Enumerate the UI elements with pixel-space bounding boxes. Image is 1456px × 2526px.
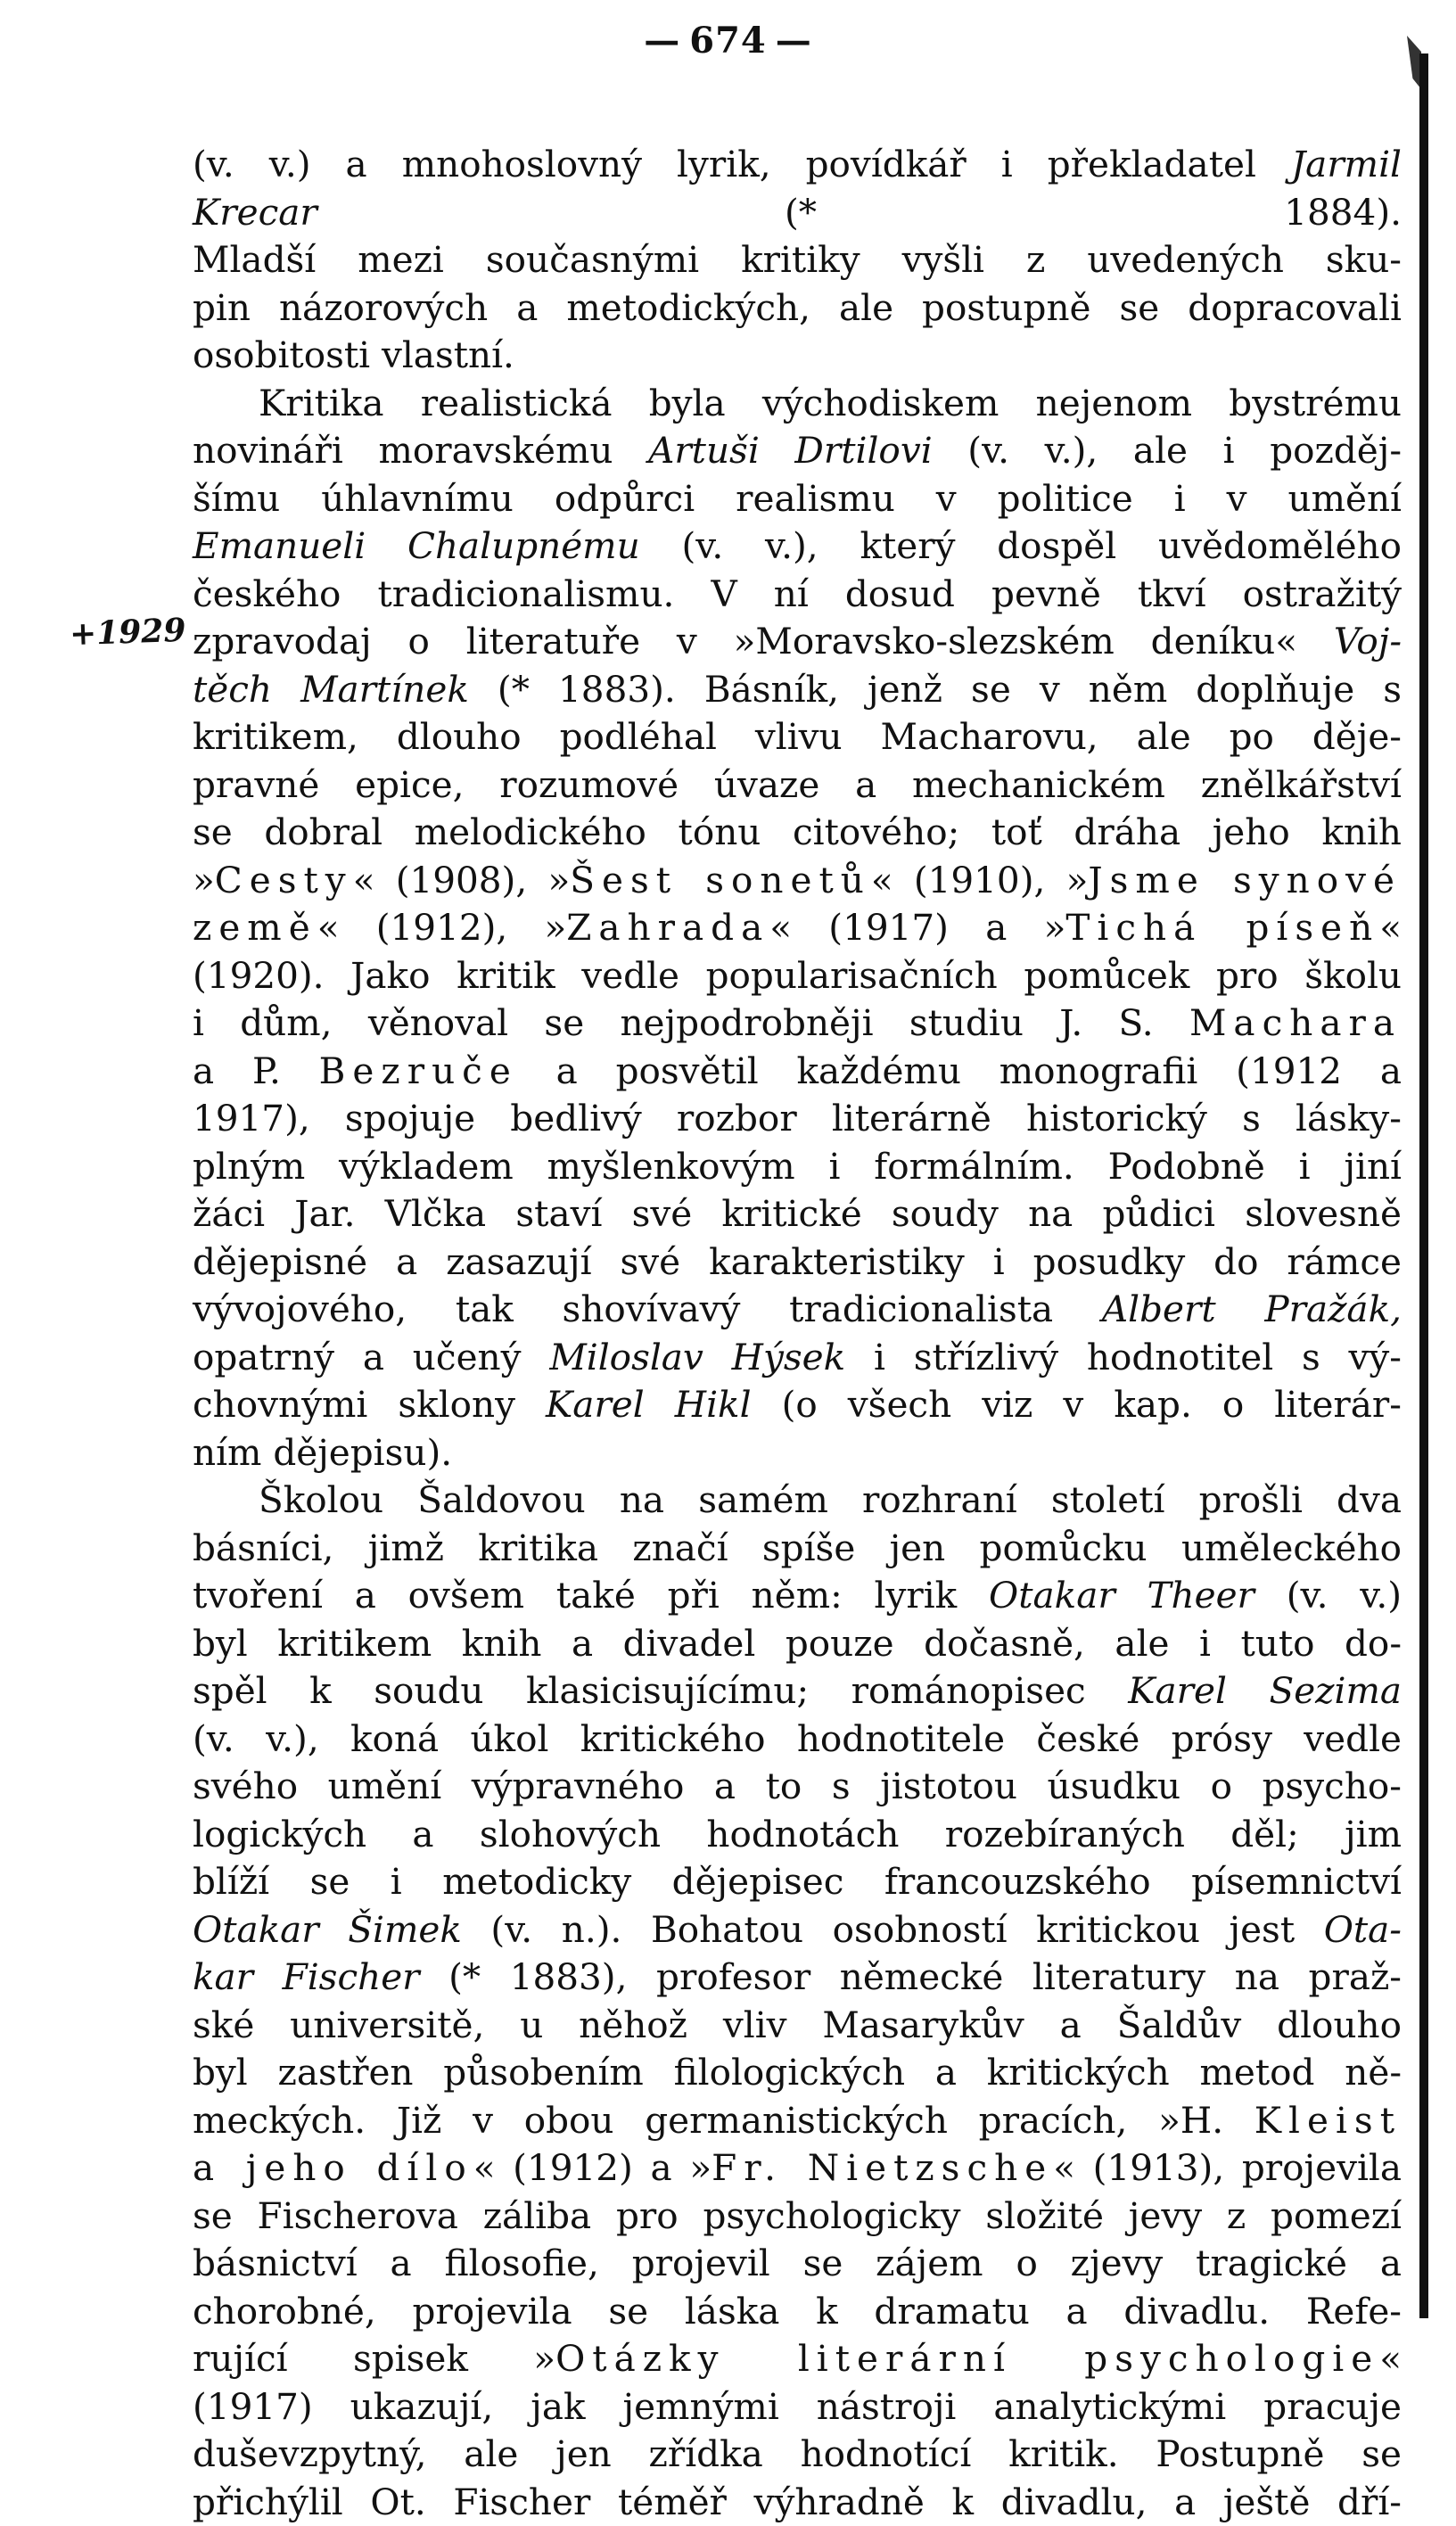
text-run: (v. v.) (1254, 1574, 1402, 1617)
spaced-title: a jeho dílo (193, 2146, 473, 2189)
text-run: (* 1883), profesor německé literatury na praž- (420, 1955, 1402, 1998)
page-edge-shadow (1419, 53, 1428, 2318)
text-run: rující spisek » (193, 2337, 555, 2380)
text-run: (v. v.), který dospěl uvědomělého (640, 524, 1402, 567)
text-line (193, 857, 1402, 905)
text-line (193, 1716, 1402, 1764)
text-run: i dům, věnoval se nejpodrobněji studiu J. S. (193, 1001, 1189, 1044)
text-line (193, 1525, 1402, 1573)
text-run: českého tradicionalismu. V ní dosud pevně tkví ostražitý (193, 572, 1402, 615)
page-number (0, 20, 1456, 62)
text-line (193, 2479, 1402, 2526)
text-line (193, 475, 1402, 523)
text-run: byl kritikem knih a divadel pouze dočasně, ale i tuto do- (193, 1622, 1402, 1665)
italic-name: kar Fischer (193, 1955, 420, 1998)
text-line (193, 1620, 1402, 1668)
text-run: (v. n.). Bohatou osobností kritickou jest (462, 1908, 1324, 1951)
text-line (193, 284, 1402, 333)
text-line (193, 1763, 1402, 1811)
italic-name: Ota- (1324, 1908, 1402, 1951)
text-run: a P. (193, 1049, 319, 1092)
text-run: « (1917) a » (769, 906, 1065, 949)
text-line (193, 1143, 1402, 1191)
text-run: a posvětil každému monografii (1912 a (518, 1049, 1402, 1092)
text-line (193, 1000, 1402, 1048)
text-run: (v. v.) a mnohoslovný lyrik, povídkář i překladatel (193, 143, 1291, 185)
text-run: Kritika realistická byla východiskem nejenom bystrému (259, 382, 1402, 424)
text-run: tvoření a ovšem také při něm: lyrik (193, 1574, 989, 1617)
text-line (193, 1572, 1402, 1620)
text-line (193, 2002, 1402, 2050)
text-run: žáci Jar. Vlčka staví své kritické soudy na půdici slovesně (193, 1192, 1402, 1235)
text-run: osobitosti vlastní. (193, 333, 514, 376)
text-line (193, 1954, 1402, 2002)
text-line (193, 236, 1402, 284)
text-run: se Fischerova záliba pro psychologicky složité jevy z pomezí (193, 2194, 1402, 2237)
text-run: (o všech viz v kap. o literár- (752, 1383, 1402, 1426)
text-line (193, 2288, 1402, 2336)
text-line (193, 2240, 1402, 2288)
text-line (193, 1429, 1402, 1477)
text-run: « (1379, 906, 1402, 949)
text-run: logických a slohových hodnotách rozebíraných děl; jim (193, 1813, 1402, 1855)
italic-name: Albert Pražák, (1102, 1288, 1402, 1330)
text-line (193, 2193, 1402, 2241)
spaced-title: Cesty (215, 859, 353, 901)
italic-name: Voj- (1334, 620, 1402, 662)
text-line (193, 141, 1402, 189)
text-line (193, 2431, 1402, 2479)
italic-name: Karel Sezima (1128, 1669, 1402, 1712)
text-line (193, 1906, 1402, 1954)
text-line (193, 1334, 1402, 1382)
text-run: pin názorových a metodických, ale postupně se dopracovali (193, 286, 1402, 329)
text-run: Školou Šaldovou na samém rozhraní století prošli dva (259, 1478, 1402, 1521)
text-run: meckých. Již v obou germanistických pracích, »H. (193, 2099, 1254, 2142)
spaced-title: Fr. Nietzsche (712, 2146, 1053, 2189)
italic-name: Miloslav Hýsek (549, 1336, 845, 1378)
text-run: vývojového, tak shovívavý tradicionalista (193, 1288, 1102, 1330)
text-line (193, 666, 1402, 714)
text-run: se dobral melodického tónu citového; toť dráha jeho knih (193, 810, 1402, 853)
body-text (193, 141, 1402, 2526)
text-run: duševzpytný, ale jen zřídka hodnotící kritik. Postupně se (193, 2432, 1402, 2475)
text-line (193, 427, 1402, 475)
text-line (193, 1238, 1402, 1287)
spaced-title: Bezruče (319, 1049, 518, 1092)
text-run: pravné epice, rozumové úvaze a mechanickém znělkářství (193, 763, 1402, 806)
text-line (193, 2144, 1402, 2193)
text-run: dějepisné a zasazují své karakteristiky i posudky do rámce (193, 1240, 1402, 1283)
text-line (193, 1381, 1402, 1429)
spaced-title: Šest sonetů (570, 859, 871, 901)
text-run: kritikem, dlouho podléhal vlivu Macharovu, ale po děje- (193, 715, 1402, 758)
text-line (193, 2383, 1402, 2431)
italic-name: Karel Hikl (546, 1383, 751, 1426)
text-run: novináři moravskému (193, 429, 648, 472)
text-run: « (1379, 2337, 1402, 2380)
text-line (193, 189, 1402, 237)
spaced-title: Jsme synové (1088, 859, 1402, 901)
spaced-title: Zahrada (566, 906, 769, 949)
text-line (193, 1190, 1402, 1238)
text-line (193, 2097, 1402, 2145)
spaced-title: Tichá píseň (1065, 906, 1379, 949)
text-run: « (1912), » (317, 906, 567, 949)
text-run: básnictví a filosofie, projevil se zájem o zjevy tragické a (193, 2242, 1402, 2284)
spaced-title: země (193, 906, 317, 949)
italic-name: těch Martínek (193, 668, 469, 711)
text-run: přichýlil Ot. Fischer téměř výhradně k divadlu, a ještě dří- (193, 2481, 1402, 2523)
handwritten-margin-note: +1929 (69, 612, 186, 654)
text-line (193, 332, 1402, 380)
text-line (193, 1048, 1402, 1096)
italic-name: Krecar (193, 191, 317, 234)
text-line (193, 713, 1402, 761)
text-run: svého umění výpravného a to s jistotou úsudku o psycho- (193, 1765, 1402, 1807)
text-run: (1920). Jako kritik vedle popularisačních pomůcek pro školu (193, 954, 1402, 997)
spaced-title: Machara (1189, 1001, 1402, 1044)
text-line (193, 952, 1402, 1000)
text-line (193, 2335, 1402, 2383)
text-run: 1917), spojuje bedlivý rozbor literárně historický s lásky- (193, 1097, 1402, 1140)
text-run: chovnými sklony (193, 1383, 546, 1426)
text-run: ské universitě, u něhož vliv Masarykův a Šaldův dlouho (193, 2004, 1402, 2046)
text-line (193, 1811, 1402, 1859)
text-line (193, 809, 1402, 857)
text-run: (* 1884). (317, 191, 1402, 234)
text-run: blíží se i metodicky dějepisec francouzského písemnictví (193, 1860, 1402, 1903)
text-run: básníci, jimž kritika značí spíše jen pomůcku uměleckého (193, 1526, 1402, 1569)
italic-name: Emanueli Chalupnému (193, 524, 640, 567)
text-run: « (1910), » (871, 859, 1089, 901)
text-run: « (1912) a » (473, 2146, 712, 2189)
italic-name: Otakar Theer (989, 1574, 1254, 1617)
text-run: chorobné, projevila se láska k dramatu a divadlu. Refe- (193, 2290, 1402, 2333)
text-run: « (1908), » (353, 859, 571, 901)
page-number-value: 674 (689, 20, 767, 62)
text-run: (v. v.), koná úkol kritického hodnotitele české prósy vedle (193, 1717, 1402, 1760)
page-number-dash-right: — (776, 20, 812, 62)
text-line (193, 571, 1402, 619)
italic-name: Artuši Drtilovi (648, 429, 933, 472)
text-run: i střízlivý hodnotitel s vý- (845, 1336, 1402, 1378)
page-number-dash-left: — (644, 20, 680, 62)
text-run: plným výkladem myšlenkovým i formálním. Podobně i jiní (193, 1145, 1402, 1188)
text-run: šímu úhlavnímu odpůrci realismu v politice i v umění (193, 477, 1402, 520)
text-run: byl zastřen působením filologických a kritických metod ně- (193, 2051, 1402, 2094)
text-line (193, 1095, 1402, 1143)
text-line (193, 618, 1402, 666)
text-run: opatrný a učený (193, 1336, 549, 1378)
text-run: « (1913), projevila (1053, 2146, 1402, 2189)
text-line (193, 761, 1402, 810)
text-line (193, 2049, 1402, 2097)
text-line (193, 522, 1402, 571)
text-line (193, 380, 1402, 428)
spaced-title: Kleist (1254, 2099, 1402, 2142)
text-run: zpravodaj o literatuře v »Moravsko-slezském deníku« (193, 620, 1334, 662)
text-line (193, 1858, 1402, 1906)
text-run: » (193, 859, 215, 901)
text-line (193, 1286, 1402, 1334)
text-run: ním dějepisu). (193, 1431, 452, 1474)
text-line (193, 904, 1402, 952)
italic-name: Otakar Šimek (193, 1908, 462, 1951)
text-run: Mladší mezi současnými kritiky vyšli z uvedených sku- (193, 238, 1402, 281)
text-line (193, 1477, 1402, 1525)
text-run: (* 1883). Básník, jenž se v něm doplňuje s (469, 668, 1402, 711)
text-line (193, 1667, 1402, 1716)
italic-name: Jarmil (1291, 143, 1402, 185)
text-run: (v. v.), ale i pozděj- (933, 429, 1402, 472)
text-run: spěl k soudu klasicisujícímu; románopisec (193, 1669, 1128, 1712)
text-run: (1917) ukazují, jak jemnými nástroji analytickými pracuje (193, 2385, 1402, 2428)
spaced-title: Otázky literární psychologie (555, 2337, 1379, 2380)
